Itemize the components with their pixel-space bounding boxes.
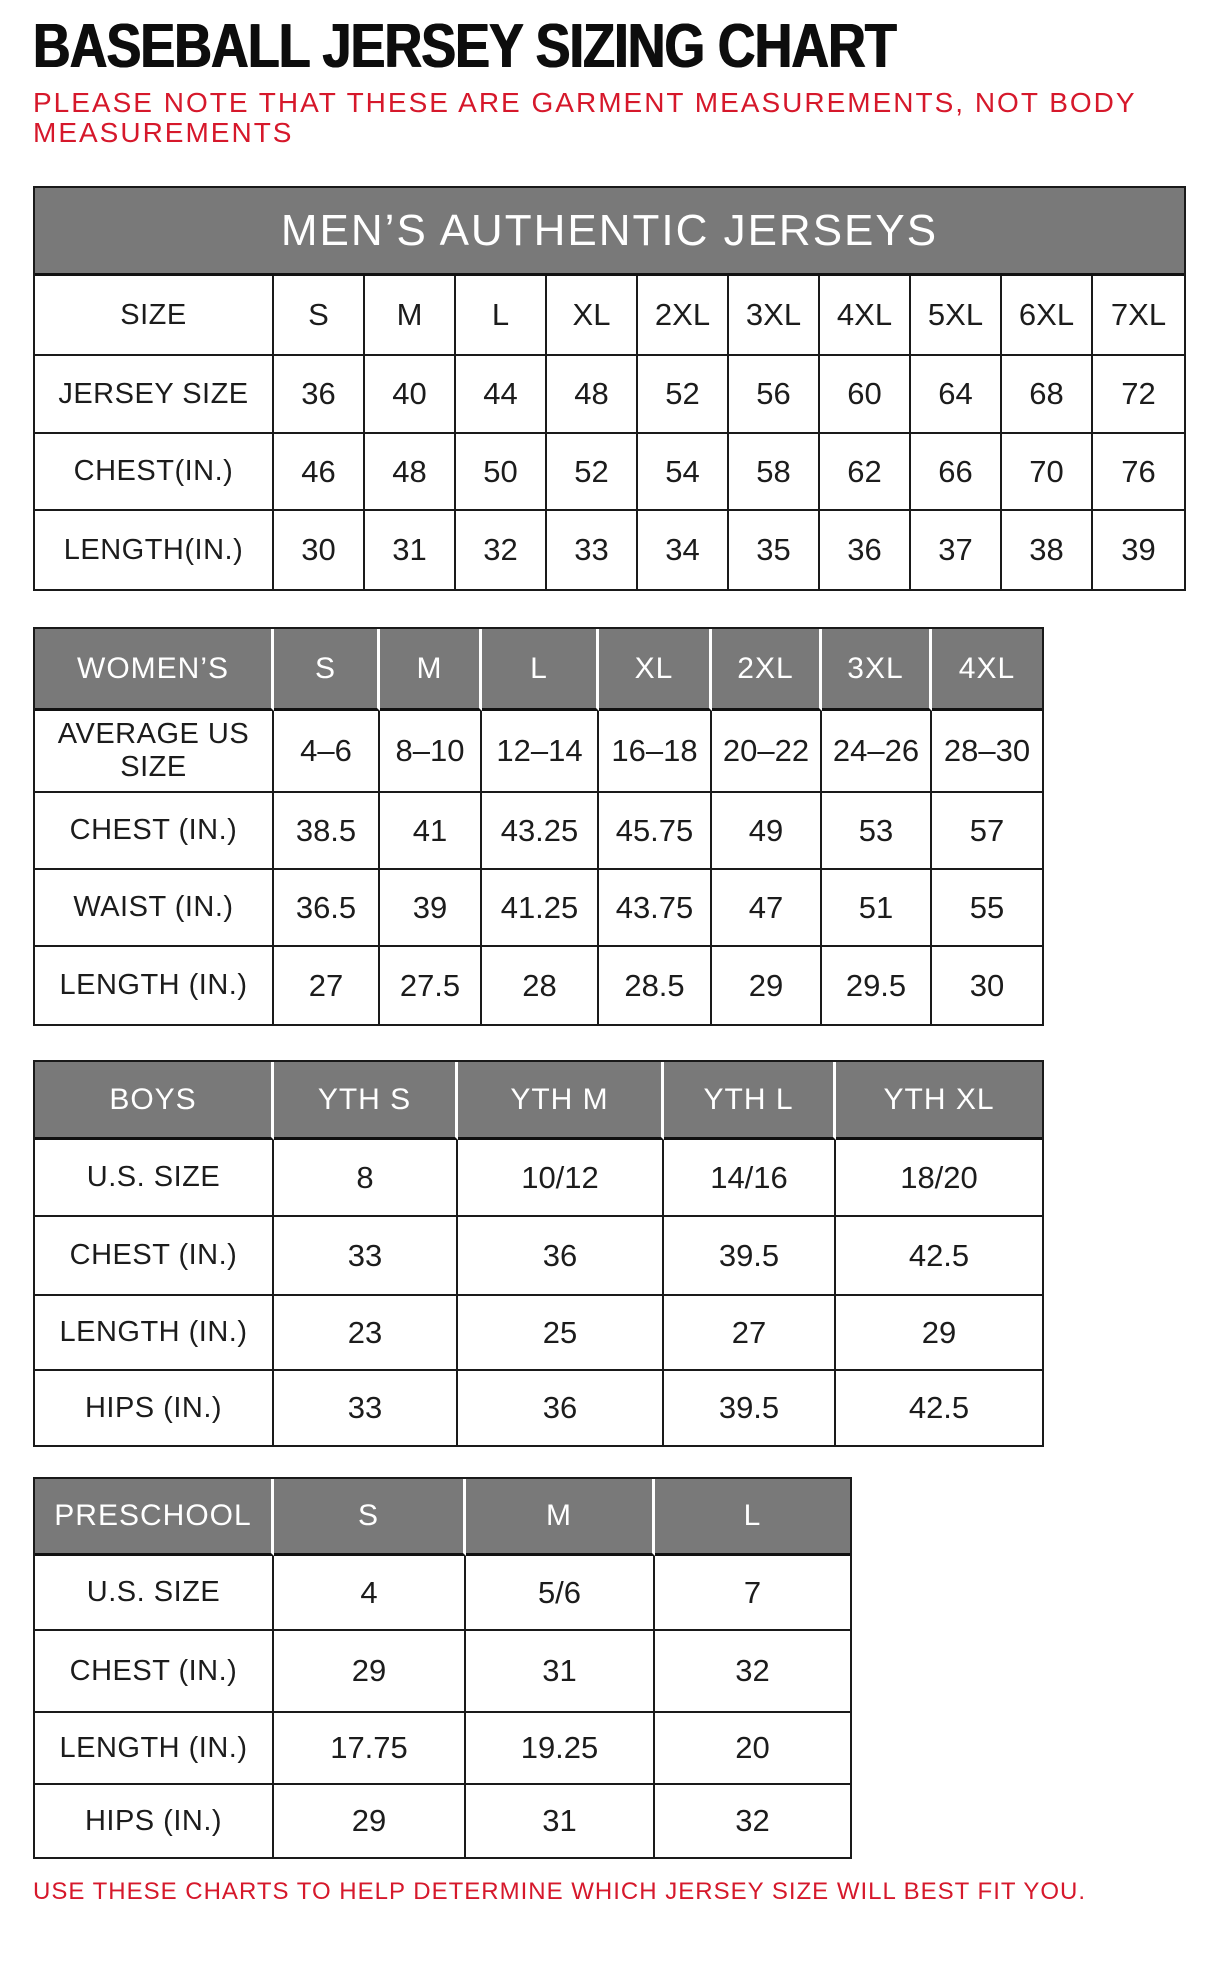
table-row [35, 870, 1042, 947]
value-cell: S [274, 276, 365, 356]
womens-header-row [35, 629, 1042, 711]
value-cell: 31 [466, 1785, 655, 1857]
value-cell: 34 [638, 511, 729, 589]
value-cell: 45.75 [599, 793, 712, 870]
value-cell: 12–14 [482, 711, 599, 793]
row-label: LENGTH (IN.) [35, 947, 274, 1024]
value-cell: 40 [365, 356, 456, 434]
value-cell: 5/6 [466, 1556, 655, 1631]
value-cell: L [456, 276, 547, 356]
preschool-sizing-table [33, 1477, 852, 1859]
row-label: CHEST (IN.) [35, 793, 274, 870]
value-cell: 8 [274, 1140, 458, 1217]
value-cell: 37 [911, 511, 1002, 589]
value-cell: 4XL [820, 276, 911, 356]
value-cell: 6XL [1002, 276, 1093, 356]
value-cell: 30 [969, 967, 1005, 1003]
page-title: BASEBALL JERSEY SIZING CHART [33, 12, 896, 81]
note-line-2: MEASUREMENTS [33, 117, 294, 148]
value-cell: 5XL [911, 276, 1002, 356]
row-label: LENGTH (IN.) [35, 1713, 274, 1785]
value-cell: 29 [274, 1785, 466, 1857]
boys-table-grid [35, 1062, 1042, 1445]
row-label: U.S. SIZE [35, 1140, 274, 1217]
size-header-cell: L [655, 1479, 850, 1556]
value-cell: 25 [458, 1296, 664, 1371]
value-cell: 14/16 [664, 1140, 836, 1217]
value-cell: 41 [380, 793, 482, 870]
value-cell: 2XL [638, 276, 729, 356]
value-cell: 38 [1002, 511, 1093, 589]
value-cell: 36 [458, 1371, 664, 1445]
value-cell: 33 [547, 511, 638, 589]
value-cell: 7XL [1093, 276, 1184, 356]
value-cell: 68 [1002, 356, 1093, 434]
value-cell: 16–18 [599, 711, 712, 793]
row-label: U.S. SIZE [35, 1556, 274, 1631]
value-cell: 60 [820, 356, 911, 434]
value-cell: 48 [547, 356, 638, 434]
value-cell: 36 [274, 356, 365, 434]
table-row [35, 356, 1184, 434]
size-header-cell: 3XL [822, 629, 932, 711]
value-cell: 33 [274, 1371, 458, 1445]
value-cell: 55 [932, 870, 1042, 947]
mens-table-banner: MEN’S AUTHENTIC JERSEYS [35, 188, 1184, 276]
size-header-cell: M [466, 1479, 655, 1556]
value-cell: 49 [712, 793, 822, 870]
table-row [35, 1371, 1042, 1445]
value-cell: 7 [655, 1556, 850, 1631]
size-header-cell: M [380, 629, 482, 711]
value-cell: 32 [456, 511, 547, 589]
value-cell: 64 [911, 356, 1002, 434]
value-cell: 27.5 [380, 947, 482, 1024]
mens-table-grid [35, 276, 1184, 589]
table-row [35, 1785, 850, 1857]
value-cell: 47 [712, 870, 822, 947]
row-label: LENGTH(IN.) [35, 511, 274, 589]
footer-note: USE THESE CHARTS TO HELP DETERMINE WHICH JERSEY SIZE WILL BEST FIT YOU. [33, 1878, 1087, 1905]
value-cell: 42.5 [908, 1390, 970, 1425]
value-cell: 39 [1121, 532, 1156, 567]
value-cell: 36 [458, 1217, 664, 1296]
preschool-group-label: PRESCHOOL [35, 1479, 274, 1556]
preschool-table-grid [35, 1479, 850, 1857]
row-label: CHEST (IN.) [35, 1217, 274, 1296]
value-cell: 27 [274, 947, 380, 1024]
row-label: CHEST(IN.) [35, 434, 274, 511]
value-cell: 70 [1002, 434, 1093, 511]
value-cell: 52 [547, 434, 638, 511]
row-label: LENGTH (IN.) [35, 1296, 274, 1371]
table-row [35, 1296, 1042, 1371]
value-cell: 32 [735, 1803, 770, 1838]
value-cell: 54 [638, 434, 729, 511]
value-cell: 38.5 [274, 793, 380, 870]
value-cell: 66 [911, 434, 1002, 511]
table-row [35, 276, 1184, 356]
womens-sizing-table [33, 627, 1044, 1026]
table-row [35, 434, 1184, 511]
row-label: JERSEY SIZE [35, 356, 274, 434]
size-header-cell: L [482, 629, 599, 711]
value-cell: 20 [655, 1713, 850, 1785]
table-row [35, 511, 1184, 589]
value-cell: 39.5 [664, 1217, 836, 1296]
value-cell: 33 [274, 1217, 458, 1296]
table-row [35, 793, 1042, 870]
size-header-cell: 2XL [712, 629, 822, 711]
value-cell: 50 [456, 434, 547, 511]
value-cell: 36 [820, 511, 911, 589]
value-cell: 4 [274, 1556, 466, 1631]
value-cell: 4–6 [274, 711, 380, 793]
value-cell: 58 [729, 434, 820, 511]
value-cell: 19.25 [466, 1713, 655, 1785]
row-label: WAIST (IN.) [35, 870, 274, 947]
value-cell: 20–22 [712, 711, 822, 793]
size-header-cell: 4XL [932, 629, 1042, 711]
value-cell: 27 [664, 1296, 836, 1371]
value-cell: 72 [1093, 356, 1184, 434]
table-row [35, 711, 1042, 793]
value-cell: 48 [365, 434, 456, 511]
value-cell: 24–26 [822, 711, 932, 793]
garment-measurements-note [33, 88, 1183, 148]
value-cell: 41.25 [482, 870, 599, 947]
size-header-cell: YTH S [274, 1062, 458, 1140]
boys-group-label: BOYS [35, 1062, 274, 1140]
boys-header-row [35, 1062, 1042, 1140]
note-line-1: PLEASE NOTE THAT THESE ARE GARMENT MEASUREMENTS, NOT BODY [33, 87, 1137, 118]
boys-sizing-table [33, 1060, 1044, 1447]
value-cell: 35 [729, 511, 820, 589]
value-cell: 29 [836, 1296, 1042, 1371]
value-cell: 76 [1093, 434, 1184, 511]
value-cell: 23 [274, 1296, 458, 1371]
value-cell: 28–30 [932, 711, 1042, 793]
womens-table-grid [35, 629, 1042, 1024]
preschool-header-row [35, 1479, 850, 1556]
value-cell: M [365, 276, 456, 356]
value-cell: 29.5 [822, 947, 932, 1024]
table-row [35, 947, 1042, 1024]
value-cell: 30 [274, 511, 365, 589]
value-cell: XL [547, 276, 638, 356]
value-cell: 46 [274, 434, 365, 511]
table-row [35, 1217, 1042, 1296]
value-cell: 56 [729, 356, 820, 434]
value-cell: 43.75 [599, 870, 712, 947]
mens-authentic-jerseys-table [33, 186, 1186, 591]
value-cell: 8–10 [380, 711, 482, 793]
size-header-cell: YTH M [458, 1062, 664, 1140]
table-row [35, 1631, 850, 1713]
size-header-cell: YTH L [664, 1062, 836, 1140]
value-cell: 42.5 [836, 1217, 1042, 1296]
row-label: SIZE [35, 276, 274, 356]
size-header-cell: S [274, 629, 380, 711]
value-cell: 29 [274, 1631, 466, 1713]
value-cell: 31 [365, 511, 456, 589]
size-header-cell: XL [599, 629, 712, 711]
value-cell: 32 [655, 1631, 850, 1713]
value-cell: 17.75 [274, 1713, 466, 1785]
value-cell: 62 [820, 434, 911, 511]
value-cell: 43.25 [482, 793, 599, 870]
row-label: CHEST (IN.) [35, 1631, 274, 1713]
value-cell: 39.5 [664, 1371, 836, 1445]
row-label: HIPS (IN.) [35, 1371, 274, 1445]
value-cell: 44 [456, 356, 547, 434]
value-cell: 28 [482, 947, 599, 1024]
value-cell: 31 [466, 1631, 655, 1713]
value-cell: 18/20 [836, 1140, 1042, 1217]
womens-group-label: WOMEN’S [35, 629, 274, 711]
table-row [35, 1140, 1042, 1217]
value-cell: 10/12 [458, 1140, 664, 1217]
value-cell: 39 [380, 870, 482, 947]
value-cell: 28.5 [599, 947, 712, 1024]
table-row [35, 1556, 850, 1631]
value-cell: 51 [822, 870, 932, 947]
value-cell: 52 [638, 356, 729, 434]
value-cell: 29 [712, 947, 822, 1024]
table-row [35, 1713, 850, 1785]
row-label: HIPS (IN.) [35, 1785, 274, 1857]
value-cell: 3XL [729, 276, 820, 356]
value-cell: 57 [932, 793, 1042, 870]
value-cell: 53 [822, 793, 932, 870]
value-cell: 36.5 [274, 870, 380, 947]
row-label: AVERAGE US SIZE [35, 711, 274, 793]
size-header-cell: S [274, 1479, 466, 1556]
size-header-cell: YTH XL [836, 1062, 1042, 1140]
